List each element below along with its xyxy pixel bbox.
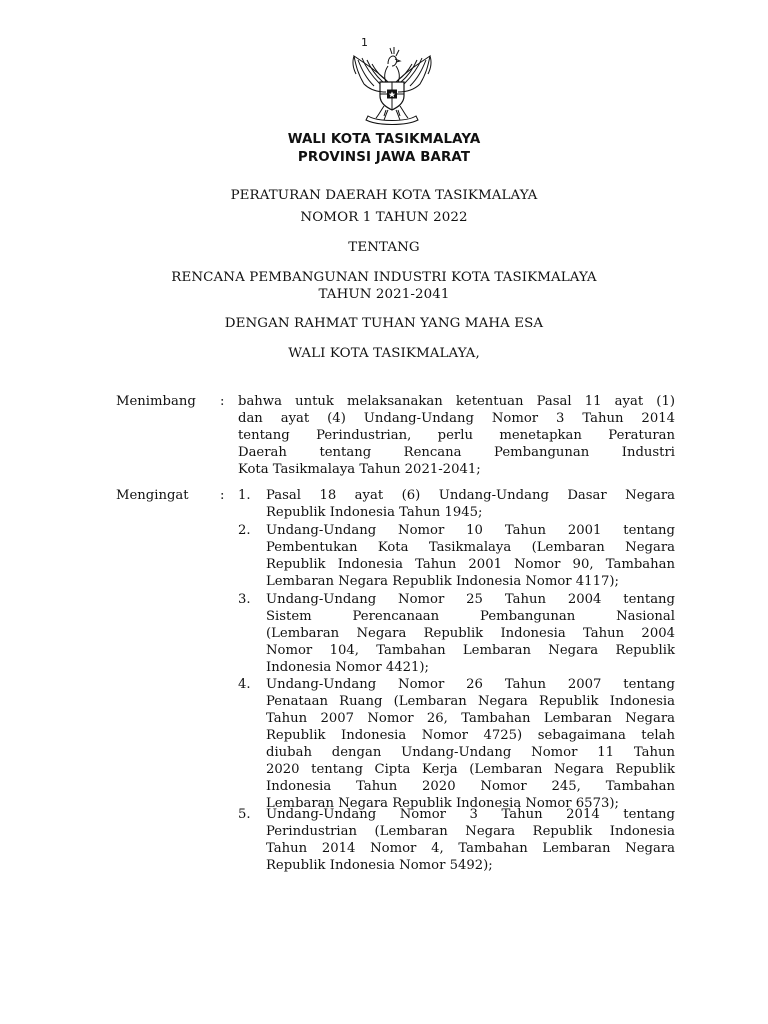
mengingat-item-number: 5. (238, 807, 251, 822)
mengingat-item-line: (Lembaran Negara Republik Indonesia Tahun 2004 (266, 626, 675, 641)
mengingat-item-line: Tahun 2014 Nomor 4, Tambahan Lembaran Negara (266, 841, 675, 856)
mengingat-item-1 (266, 487, 675, 521)
regulation-authority: WALI KOTA TASIKMALAYA, (288, 346, 480, 361)
regulation-subject-line-1: RENCANA PEMBANGUNAN INDUSTRI KOTA TASIKMALAYA (171, 270, 597, 285)
mengingat-item-line: Lembaran Negara Republik Indonesia Nomor 4117); (266, 574, 619, 589)
garuda-pancasila-emblem-icon (348, 42, 436, 126)
regulation-about: TENTANG (348, 240, 420, 255)
regulation-number: NOMOR 1 TAHUN 2022 (300, 210, 468, 225)
mengingat-item-number: 1. (238, 488, 251, 503)
mengingat-item-line: Undang-Undang Nomor 10 Tahun 2001 tentang (266, 523, 675, 538)
mengingat-item-line: diubah dengan Undang-Undang Nomor 11 Tahun (266, 745, 675, 760)
mengingat-item-line: Undang-Undang Nomor 26 Tahun 2007 tentang (266, 677, 675, 692)
menimbang-line: bahwa untuk melaksanakan ketentuan Pasal 11 ayat (1) (238, 394, 675, 409)
regulation-title: PERATURAN DAERAH KOTA TASIKMALAYA (230, 188, 538, 203)
mengingat-item-line: 2020 tentang Cipta Kerja (Lembaran Negara Republik (266, 762, 675, 777)
heading-line-1: WALI KOTA TASIKMALAYA (287, 132, 481, 147)
mengingat-item-line: Perindustrian (Lembaran Negara Republik Indonesia (266, 824, 675, 839)
mengingat-item-line: Republik Indonesia Nomor 4725) sebagaimana telah (266, 728, 675, 743)
mengingat-item-line: Sistem Perencanaan Pembangunan Nasional (266, 609, 675, 624)
menimbang-line: dan ayat (4) Undang-Undang Nomor 3 Tahun 2014 (238, 411, 675, 426)
mengingat-section (0, 487, 768, 907)
mengingat-item-line: Republik Indonesia Tahun 1945; (266, 505, 483, 520)
mengingat-item-line: Nomor 104, Tambahan Lembaran Negara Republik (266, 643, 675, 658)
menimbang-colon: : (220, 394, 225, 409)
menimbang-label: Menimbang (116, 394, 196, 409)
mengingat-item-4 (266, 676, 675, 812)
mengingat-item-line: Pasal 18 ayat (6) Undang-Undang Dasar Negara (266, 488, 675, 503)
mengingat-item-2 (266, 522, 675, 590)
menimbang-line: Daerah tentang Rencana Pembangunan Industri (238, 445, 675, 460)
menimbang-text (238, 393, 675, 478)
mengingat-item-line: Republik Indonesia Nomor 5492); (266, 858, 493, 873)
mengingat-item-number: 2. (238, 523, 251, 538)
mengingat-item-line: Indonesia Nomor 4421); (266, 660, 429, 675)
mengingat-item-line: Undang-Undang Nomor 25 Tahun 2004 tentang (266, 592, 675, 607)
mengingat-item-line: Penataan Ruang (Lembaran Negara Republik Indonesia (266, 694, 675, 709)
mengingat-item-line: Indonesia Tahun 2020 Nomor 245, Tambahan (266, 779, 675, 794)
mengingat-item-3 (266, 591, 675, 676)
page-number: 1 (361, 36, 368, 49)
regulation-blessing: DENGAN RAHMAT TUHAN YANG MAHA ESA (224, 316, 544, 331)
heading-line-2: PROVINSI JAWA BARAT (297, 150, 471, 165)
mengingat-item-line: Undang-Undang Nomor 3 Tahun 2014 tentang (266, 807, 675, 822)
mengingat-label: Mengingat (116, 488, 189, 503)
mengingat-item-line: Republik Indonesia Tahun 2001 Nomor 90, Tambahan (266, 557, 675, 572)
mengingat-item-5 (266, 806, 675, 874)
menimbang-line: tentang Perindustrian, perlu menetapkan Peraturan (238, 428, 675, 443)
mengingat-item-number: 3. (238, 592, 251, 607)
mengingat-item-number: 4. (238, 677, 251, 692)
mengingat-item-line: Tahun 2007 Nomor 26, Tambahan Lembaran Negara (266, 711, 675, 726)
menimbang-line: Kota Tasikmalaya Tahun 2021-2041; (238, 462, 481, 477)
mengingat-item-line: Lembaran Negara Republik Indonesia Nomor 6573); (266, 796, 619, 811)
mengingat-item-line: Pembentukan Kota Tasikmalaya (Lembaran Negara (266, 540, 675, 555)
mengingat-colon: : (220, 488, 225, 503)
regulation-subject-line-2: TAHUN 2021-2041 (318, 287, 450, 302)
